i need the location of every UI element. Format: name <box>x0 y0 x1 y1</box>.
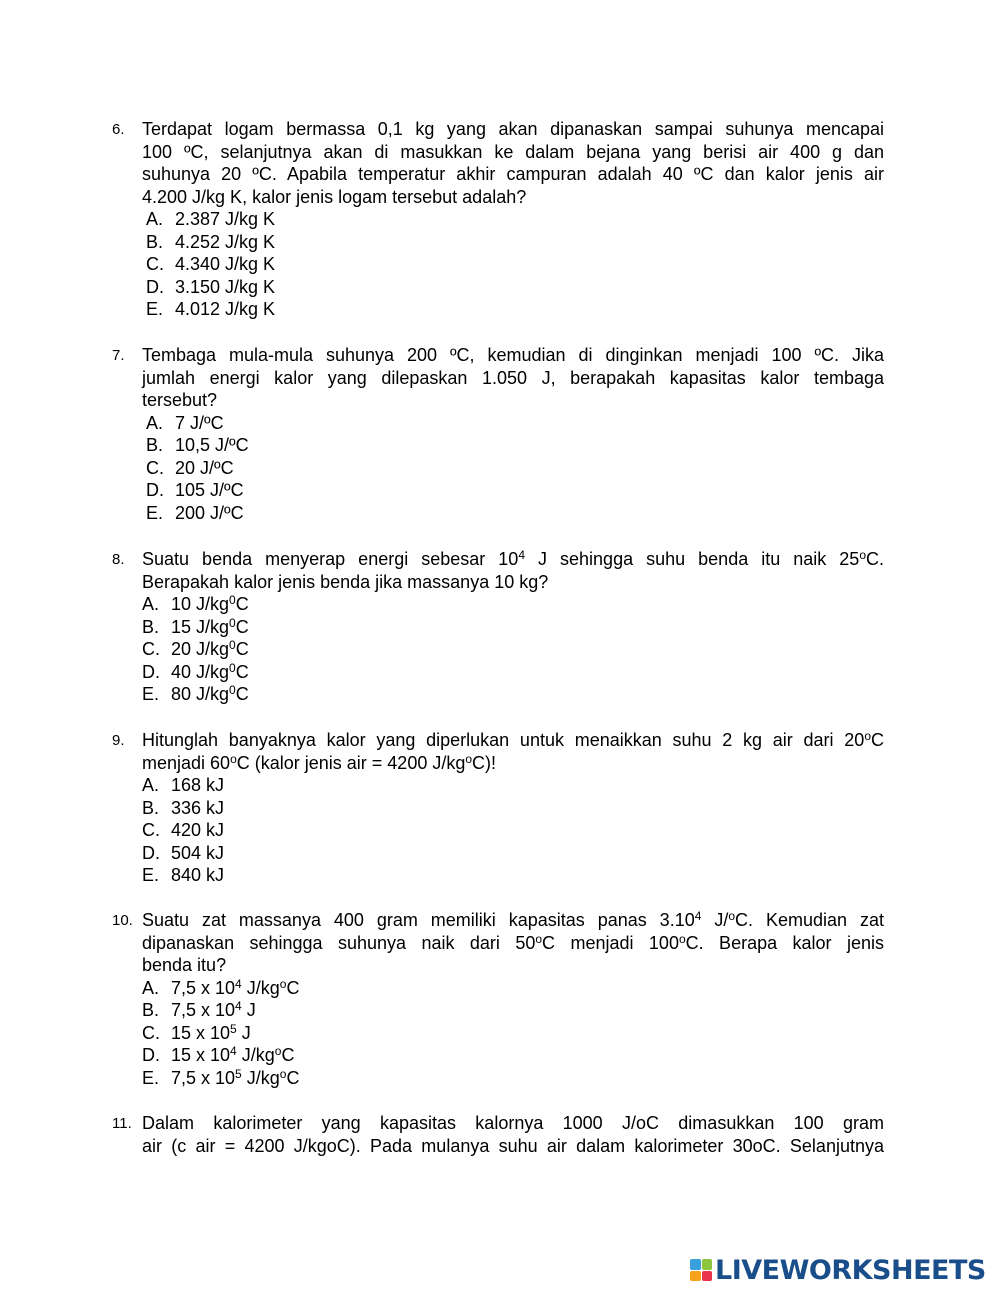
question-9 <box>112 729 884 887</box>
liveworksheets-logo <box>690 1255 990 1285</box>
option-a[interactable]: A. 7 J/ºC <box>146 412 224 433</box>
option-a[interactable]: A. 2.387 J/kg K <box>146 209 276 229</box>
option-d[interactable]: D. 504 kJ <box>142 842 225 863</box>
answer-options <box>142 774 884 887</box>
answer-options <box>142 977 884 1090</box>
option-c[interactable]: C. 20 J/ºC <box>146 457 234 478</box>
mark-tile <box>702 1271 713 1282</box>
option-d[interactable]: D. 40 $J/kg^0C$ <box>142 660 249 682</box>
option-d[interactable]: D. 3.150 J/kg K <box>146 276 276 297</box>
question-text: Suatu benda menyerap energi sebesar $10^4$ J sehingga suhu benda itu naik 25$^o$C. Berapakah kalor jenis benda jika massanya 10 kg? <box>142 548 884 592</box>
option-c[interactable]: C. 420 kJ <box>142 820 225 840</box>
mark-tile <box>690 1271 701 1282</box>
option-e[interactable]: E. 80 $J/kg^0C$ <box>142 683 249 704</box>
question-number: 8. <box>112 551 125 568</box>
option-e[interactable]: E. 840 kJ <box>142 865 225 885</box>
option-b[interactable]: B. 4.252 J/kg K <box>146 231 276 252</box>
question-text: Suatu zat massanya 400 gram memiliki kapasitas panas 3.10$^4$ J/$^o$C. Kemudian zat dipanaskan sehingga suhunya naik dari 50$^o$C menjadi 100$^o$C. Berapa kalor jenis benda itu? <box>142 909 884 975</box>
question-text: Terdapat logam bermassa 0,1 kg yang akan dipanaskan sampai suhunya mencapai 100 ºC, selanjutnya akan di masukkan ke dalam bejana yang berisi air 400 g dan suhunya 20 ºC. Apabila temperatur akhir campuran adalah 40 ºC dan kalor jenis air 4.200 J/kg K, kalor jenis logam tersebut adalah? <box>142 119 884 207</box>
mark-tile <box>702 1259 713 1270</box>
question-number: 11. <box>112 1115 132 1132</box>
question-8 <box>112 548 884 706</box>
option-c[interactable]: C. 4.340 J/kg K <box>146 254 276 274</box>
option-b[interactable]: B. 10,5 J/ºC <box>146 435 249 455</box>
question-number: 10. <box>112 912 133 929</box>
option-a[interactable]: A. 168 kJ <box>142 775 225 795</box>
answer-options <box>142 593 884 706</box>
question-text: Dalam kalorimeter yang kapasitas kalornya 1000 J/oC dimasukkan 100 gram air (c air = 4200 J/kgoC). Pada mulanya suhu air dalam kalorimeter 30oC. Selanjutnya <box>142 1113 884 1156</box>
question-number: 9. <box>112 732 125 749</box>
option-e[interactable]: E. 200 J/ºC <box>146 502 244 523</box>
question-7 <box>112 344 884 524</box>
question-number: 7. <box>112 347 125 364</box>
option-d[interactable]: D. 105 J/ºC <box>146 480 244 500</box>
option-e[interactable]: E. 4.012 J/kg K <box>146 299 276 319</box>
question-text: Tembaga mula-mula suhunya 200 ºC, kemudian di dinginkan menjadi 100 ºC. Jika jumlah energi kalor yang dilepaskan 1.050 J, berapakah kapasitas kalor tembaga tersebut? <box>142 345 884 410</box>
option-c[interactable]: C. 20 $J/kg^0C$ <box>142 638 249 659</box>
option-a[interactable]: A. 10 $J/kg^0C$ <box>142 593 249 614</box>
option-e[interactable]: E. 7,5 x $10^5$ $J/kg^oC$ <box>142 1066 300 1088</box>
question-number: 6. <box>112 121 125 138</box>
option-b[interactable]: B. 15 $J/kg^0C$ <box>142 615 249 637</box>
answer-options <box>146 412 884 525</box>
logo-text: LIVEWORKSHEETS <box>715 1254 986 1286</box>
option-c[interactable]: C. 15 x $10^5$ J <box>142 1021 251 1043</box>
question-text: Hitunglah banyaknya kalor yang diperlukan untuk menaikkan suhu 2 kg air dari 20$^o$C menjadi 60$^o$C (kalor jenis air = 4200 $J/kg^oC$)! <box>142 729 884 773</box>
option-b[interactable]: B. 7,5 x $10^4$ J <box>142 999 256 1020</box>
answer-options <box>146 208 884 321</box>
question-11 <box>112 1112 884 1157</box>
question-6 <box>112 118 884 321</box>
option-b[interactable]: B. 336 kJ <box>142 797 225 818</box>
question-10 <box>112 909 884 1089</box>
option-d[interactable]: D. 15 x $10^4$ $J/kg^oC$ <box>142 1044 295 1065</box>
liveworksheets-mark-icon <box>690 1259 712 1281</box>
mark-tile <box>690 1259 701 1270</box>
option-a[interactable]: A. 7,5 x $10^4$ $J/kg^oC$ <box>142 976 300 998</box>
